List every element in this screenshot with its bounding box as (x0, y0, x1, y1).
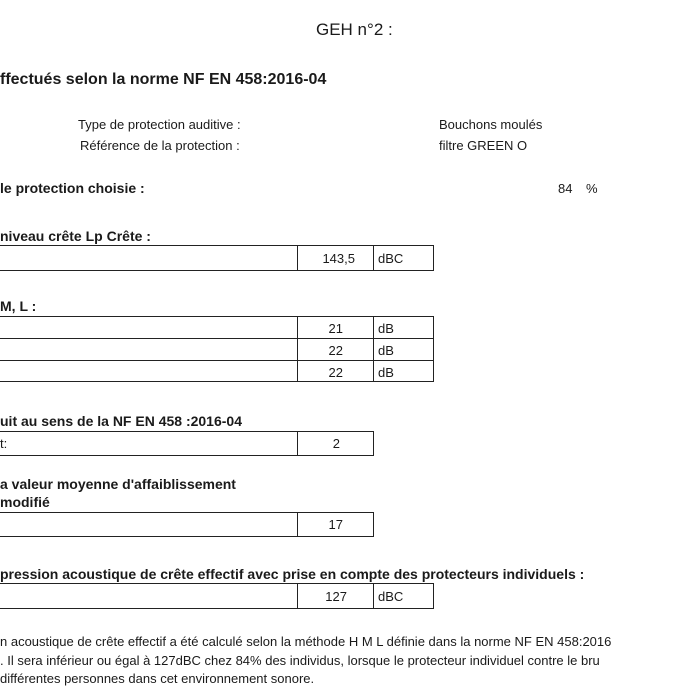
hml-row-m-unit: dB (378, 343, 394, 358)
hml-row-h-unit: dB (378, 321, 394, 336)
page-title: GEH n°2 : (316, 20, 393, 39)
hml-row-m-value: 22 (328, 343, 343, 358)
effectif-unit: dBC (378, 589, 404, 604)
lp-crete-heading: niveau crête Lp Crête : (0, 228, 151, 244)
hml-row-l-value: 22 (328, 365, 343, 380)
lp-crete-table (0, 245, 434, 271)
chosen-protection-unit: % (586, 181, 598, 196)
hml-row-l-unit: dB (378, 365, 394, 380)
hml-table (0, 316, 434, 382)
hml-heading: M, L : (0, 298, 37, 314)
effectif-table (0, 583, 434, 609)
chosen-protection-value: 84 (558, 181, 573, 196)
protection-ref-value: filtre GREEN O (439, 138, 528, 153)
hml-row-h-value: 21 (328, 321, 343, 336)
effectif-value: 127 (325, 589, 347, 604)
moyenne-heading-line2: modifié (0, 494, 50, 510)
reduit-label: t: (0, 436, 8, 451)
protection-type-label: Type de protection auditive : (78, 117, 241, 132)
chosen-protection-heading: le protection choisie : (0, 180, 145, 196)
footer-line-3: différentes personnes dans cet environnement sonore. (0, 671, 315, 686)
effectif-heading: pression acoustique de crête effectif avec prise en compte des protecteurs individuels : (0, 566, 585, 582)
norm-heading: ffectués selon la norme NF EN 458:2016-04 (0, 71, 327, 88)
reduit-value: 2 (332, 436, 340, 451)
lp-crete-value: 143,5 (322, 251, 355, 266)
footer-line-2: . Il sera inférieur ou égal à 127dBC chez 84% des individus, lorsque le protecteur individuel contre le bru (0, 653, 600, 668)
protection-ref-label: Référence de la protection : (80, 138, 240, 153)
lp-crete-unit: dBC (378, 251, 404, 266)
footer-line-1: n acoustique de crête effectif a été calculé selon la méthode H M L définie dans la norme NF EN 458:2016 (0, 634, 612, 649)
reduit-heading: uit au sens de la NF EN 458 :2016-04 (0, 413, 242, 429)
moyenne-heading-line1: a valeur moyenne d'affaiblissement (0, 476, 236, 492)
moyenne-value: 17 (328, 517, 343, 532)
protection-type-value: Bouchons moulés (439, 117, 543, 132)
